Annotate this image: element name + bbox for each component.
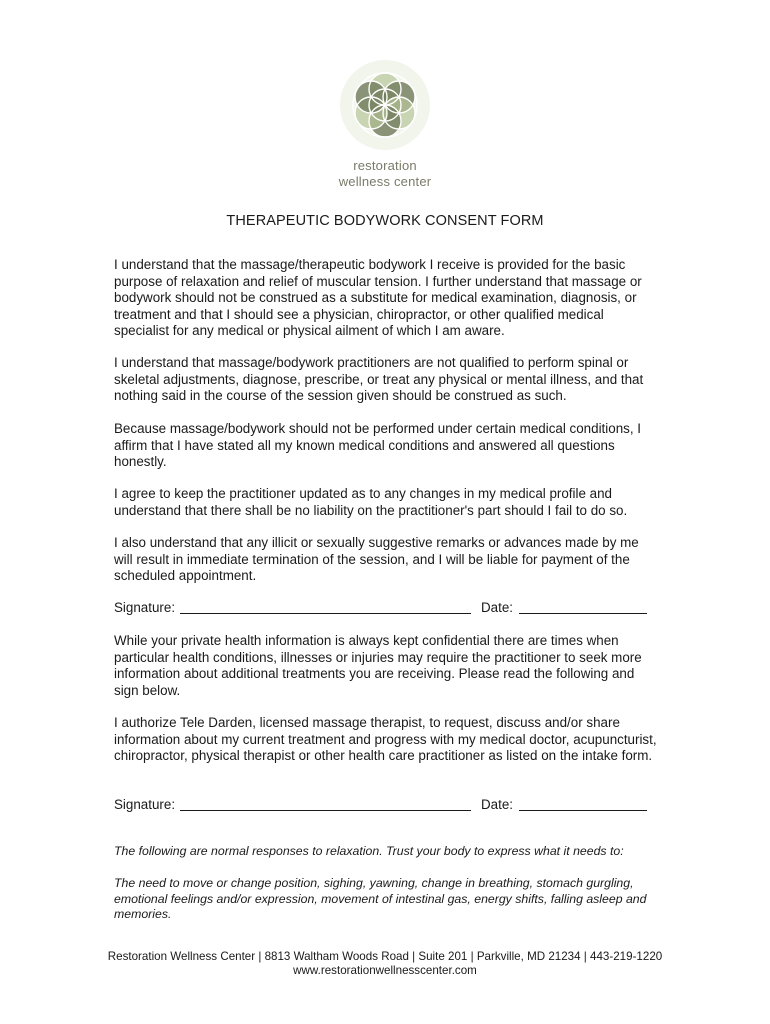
consent-paragraph-5: I also understand that any illicit or sexually suggestive remarks or advances made by me will result in immediate termination of the session, and I will be liable for payment of the scheduled appointment. xyxy=(114,535,639,584)
relaxation-responses: The need to move or change position, sighing, yawning, change in breathing, stomach gurgling, emotional feelings and/or expression, movement of intestinal gas, energy shifts, falling asleep and memories. xyxy=(114,876,647,921)
date-label: Date: xyxy=(481,600,514,615)
footer-website[interactable]: www.restorationwellnesscenter.com xyxy=(293,964,477,977)
signature-label: Signature: xyxy=(114,600,176,615)
signature-row-2 xyxy=(114,797,659,815)
signature-field-1[interactable] xyxy=(180,613,471,614)
authorization-paragraph: I authorize Tele Darden, licensed massage therapist, to request, discuss and/or share information about my current treatment and progress with my medical doctor, acupuncturist, chiropractor, physical therapist or other health care practitioner as listed on the intake form. xyxy=(114,715,657,764)
form-title: THERAPEUTIC BODYWORK CONSENT FORM xyxy=(226,213,544,229)
consent-paragraph-2: I understand that massage/bodywork practitioners are not qualified to perform spinal or skeletal adjustments, diagnose, prescribe, or treat any physical or mental illness, and that nothing said in the course of the session given should be construed as such. xyxy=(114,355,644,404)
date-field-1[interactable] xyxy=(519,613,647,614)
date-label: Date: xyxy=(481,797,514,812)
consent-paragraph-3: Because massage/bodywork should not be performed under certain medical conditions, I affirm that I have stated all my known medical conditions and answered all questions honestly. xyxy=(114,421,641,470)
flower-of-life-icon xyxy=(339,59,431,151)
consent-paragraph-1: I understand that the massage/therapeutic bodywork I receive is provided for the basic purpose of relaxation and relief of muscular tension. I further understand that massage or bodywork should not be construed as a substitute for medical examination, diagnosis, or treatment and that I should see a physician, chiropractor, or other qualified medical specialist for any medical or physical ailment of which I am aware. xyxy=(114,257,642,339)
consent-paragraph-4: I agree to keep the practitioner updated as to any changes in my medical profile and understand that there shall be no liability on the practitioner's part should I fail to do so. xyxy=(114,486,628,518)
relaxation-intro: The following are normal responses to relaxation. Trust your body to express what it needs to: xyxy=(114,844,624,858)
signature-field-2[interactable] xyxy=(180,810,471,811)
signature-row-1 xyxy=(114,600,659,618)
date-field-2[interactable] xyxy=(519,810,647,811)
privacy-paragraph: While your private health information is always kept confidential there are times when particular health conditions, illnesses or injuries may require the practitioner to seek more information about additional treatments you are receiving. Please read the following and sign below. xyxy=(114,633,642,698)
logo-name-line2: wellness center xyxy=(338,174,432,189)
signature-label: Signature: xyxy=(114,797,176,812)
footer-address: Restoration Wellness Center | 8813 Waltham Woods Road | Suite 201 | Parkville, MD 21234 | 443-219-1220 xyxy=(107,950,663,963)
restoration-logo xyxy=(325,55,445,195)
logo-name-line1: restoration xyxy=(353,158,417,173)
